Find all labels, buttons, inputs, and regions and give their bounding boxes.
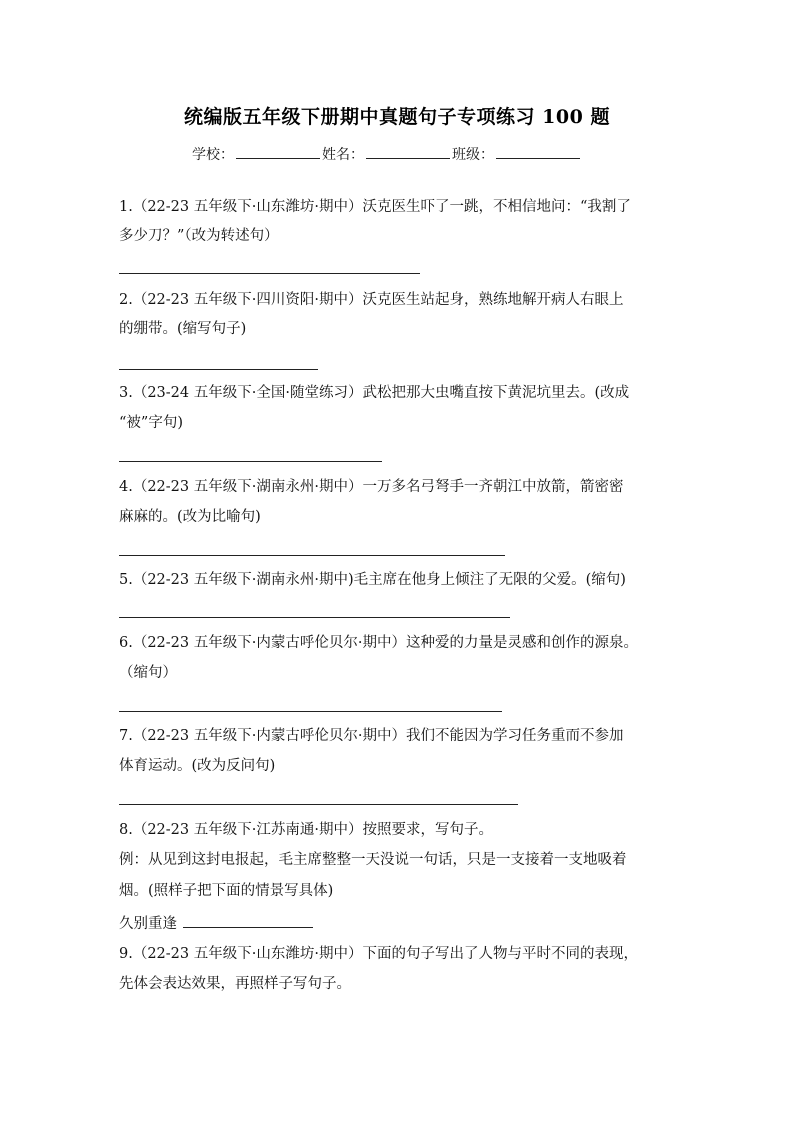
name-blank[interactable] bbox=[366, 144, 450, 159]
question-1-line-1: 1.（22-23 五年级下·山东潍坊·期中）沃克医生吓了一跳，不相信地问：“我割了 bbox=[119, 199, 631, 215]
question-2-line-1: 2.（22-23 五年级下·四川资阳·期中）沃克医生站起身，熟练地解开病人右眼上 bbox=[119, 292, 624, 308]
question-7-answer-line[interactable] bbox=[119, 804, 518, 805]
question-8-line-3: 烟。(照样子把下面的情景写具体) bbox=[119, 883, 334, 899]
question-3-answer-line[interactable] bbox=[119, 461, 382, 462]
student-info-row bbox=[192, 144, 582, 165]
question-5-line-1: 5.（22-23 五年级下·湖南永州·期中)毛主席在他身上倾注了无限的父爱。(缩句) bbox=[119, 572, 626, 588]
question-5-answer-line[interactable] bbox=[119, 617, 510, 618]
question-3-line-2: “被”字句) bbox=[119, 415, 183, 431]
question-7-line-1: 7.（22-23 五年级下·内蒙古呼伦贝尔·期中）我们不能因为学习任务重而不参加 bbox=[119, 728, 624, 744]
question-6-line-2: （缩句） bbox=[119, 665, 177, 681]
page-title: 统编版五年级下册期中真题句子专项练习 100 题 bbox=[184, 106, 610, 128]
question-2-answer-line[interactable] bbox=[119, 369, 318, 370]
question-6-line-1: 6.（22-23 五年级下·内蒙古呼伦贝尔·期中）这种爱的力量是灵感和创作的源泉。 bbox=[119, 635, 638, 651]
question-2-line-2: 的绷带。(缩写句子) bbox=[119, 321, 247, 337]
question-6-answer-line[interactable] bbox=[119, 711, 502, 712]
school-label: 学校： bbox=[192, 147, 234, 163]
class-label: 班级： bbox=[452, 147, 494, 163]
name-label: 姓名： bbox=[322, 147, 364, 163]
question-8-line-2: 例：从见到这封电报起，毛主席整整一天没说一句话，只是一支接着一支地吸着 bbox=[119, 852, 627, 868]
question-3-line-1: 3.（23-24 五年级下·全国·随堂练习）武松把那大虫嘴直按下黄泥坑里去。(改成 bbox=[119, 385, 630, 401]
question-4-line-1: 4.（22-23 五年级下·湖南永州·期中）一万多名弓弩手一齐朝江中放箭，箭密密 bbox=[119, 479, 624, 495]
question-1-answer-line[interactable] bbox=[119, 273, 420, 274]
question-8-answer-blank[interactable] bbox=[183, 913, 313, 928]
question-9-line-1: 9.（22-23 五年级下·山东潍坊·期中）下面的句子写出了人物与平时不同的表现， bbox=[119, 946, 638, 962]
question-8-line-4 bbox=[119, 913, 313, 934]
question-8-line-1: 8.（22-23 五年级下·江苏南通·期中）按照要求，写句子。 bbox=[119, 822, 493, 838]
question-4-answer-line[interactable] bbox=[119, 555, 505, 556]
school-blank[interactable] bbox=[236, 144, 320, 159]
question-8-prompt: 久别重逢 bbox=[119, 916, 177, 932]
question-9-line-2: 先体会表达效果，再照样子写句子。 bbox=[119, 976, 351, 992]
question-7-line-2: 体育运动。(改为反问句) bbox=[119, 758, 276, 774]
question-1-line-2: 多少刀？”（改为转述句） bbox=[119, 228, 279, 244]
question-4-line-2: 麻麻的。(改为比喻句) bbox=[119, 509, 261, 525]
class-blank[interactable] bbox=[496, 144, 580, 159]
